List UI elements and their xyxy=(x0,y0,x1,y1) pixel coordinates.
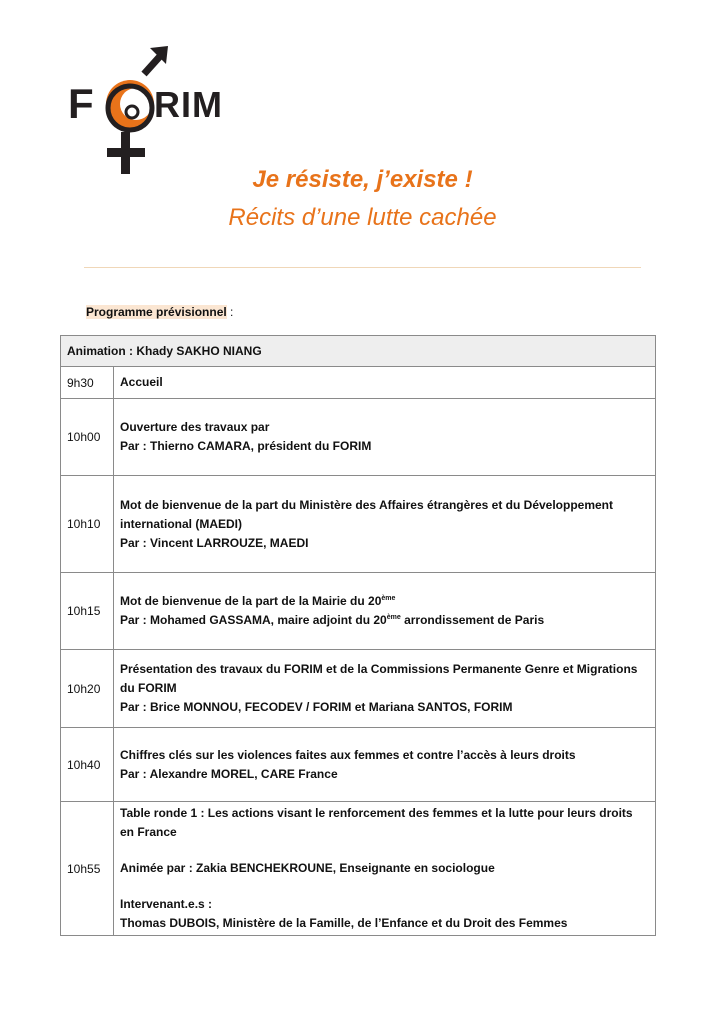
table-row xyxy=(61,399,656,476)
table-row xyxy=(61,728,656,802)
row-line: Par : Vincent LARROUZE, MAEDI xyxy=(120,535,309,550)
table-row xyxy=(61,476,656,573)
time-cell: 10h40 xyxy=(61,728,114,802)
row-text: Par : Mohamed GASSAMA, maire adjoint du 20 xyxy=(120,613,387,627)
programme-label: Programme prévisionnel xyxy=(86,305,227,319)
row-line: Table ronde 1 : Les actions visant le renforcement des femmes et la lutte pour leurs droits en France xyxy=(120,806,633,839)
content-cell xyxy=(114,399,656,476)
forim-logo xyxy=(62,40,232,180)
row-line: Thomas DUBOIS, Ministère de la Famille, de l’Enfance et du Droit des Femmes xyxy=(120,916,568,930)
table-row xyxy=(61,367,656,399)
row-text: arrondissement de Paris xyxy=(400,613,545,627)
row-line: Intervenant.e.s : xyxy=(120,897,213,911)
content-cell xyxy=(114,476,656,573)
row-line: Chiffres clés sur les violences faites aux femmes et contre l’accès à leurs droits xyxy=(120,747,576,762)
title-divider xyxy=(84,267,641,268)
programme-suffix: : xyxy=(226,305,234,319)
schedule-table xyxy=(60,335,656,936)
table-row xyxy=(61,802,656,936)
animation-row xyxy=(61,336,656,367)
programme-heading xyxy=(86,305,233,319)
row-line: Animée par : Zakia BENCHEKROUNE, Enseignante en sociologue xyxy=(120,861,495,875)
spacer xyxy=(120,878,649,895)
spacer xyxy=(120,842,649,859)
document-title: Je résiste, j’existe ! xyxy=(252,166,473,193)
time-cell: 10h10 xyxy=(61,476,114,573)
content-cell xyxy=(114,802,656,936)
table-row xyxy=(61,573,656,650)
content-cell xyxy=(114,650,656,728)
content-cell xyxy=(114,728,656,802)
row-line: Présentation des travaux du FORIM et de la Commissions Permanente Genre et Migrations du FORIM xyxy=(120,662,638,695)
row-line: Par : Brice MONNOU, FECODEV / FORIM et Mariana SANTOS, FORIM xyxy=(120,700,513,714)
row-line xyxy=(120,611,649,630)
time-cell: 10h15 xyxy=(61,573,114,650)
row-line: Mot de bienvenue de la part du Ministère des Affaires étrangères et du Développement international (MAEDI) xyxy=(120,497,614,531)
row-line: Par : Alexandre MOREL, CARE France xyxy=(120,766,338,781)
animation-cell: Animation : Khady SAKHO NIANG xyxy=(61,336,656,367)
superscript: ème xyxy=(386,614,401,621)
time-cell: 9h30 xyxy=(61,367,114,399)
row-line: Accueil xyxy=(120,375,163,389)
time-cell: 10h55 xyxy=(61,802,114,936)
row-line: Par : Thierno CAMARA, président du FORIM xyxy=(120,439,372,453)
content-cell xyxy=(114,367,656,399)
logo-letters-rim: RIM xyxy=(154,84,223,125)
table-row xyxy=(61,650,656,728)
row-text: Mot de bienvenue de la part de la Mairie du 20 xyxy=(120,594,382,608)
row-line xyxy=(120,592,649,611)
time-cell: 10h20 xyxy=(61,650,114,728)
row-line: Ouverture des travaux par xyxy=(120,420,270,434)
logo-letter-f: F xyxy=(68,80,95,127)
time-cell: 10h00 xyxy=(61,399,114,476)
superscript: ème xyxy=(381,595,396,602)
document-subtitle: Récits d’une lutte cachée xyxy=(228,204,497,231)
content-cell xyxy=(114,573,656,650)
